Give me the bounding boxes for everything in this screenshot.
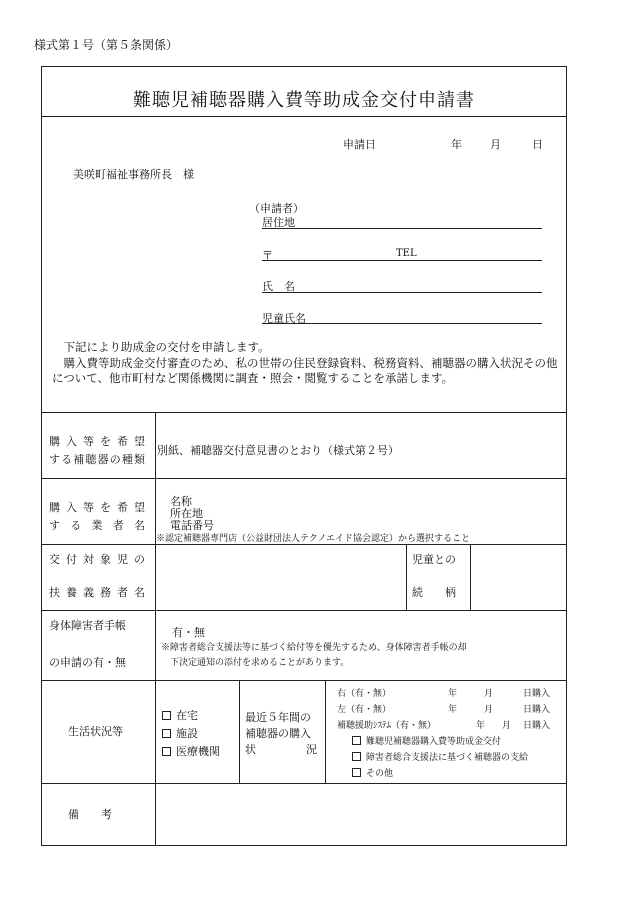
living-option-facility[interactable]: 施設	[162, 725, 198, 741]
guardian-label-1: 交付対象児の	[49, 553, 145, 566]
relation-field[interactable]	[472, 546, 565, 608]
checkbox[interactable]	[352, 768, 361, 777]
right-year: 年	[448, 689, 458, 699]
living-option-home[interactable]: 在宅	[162, 707, 198, 723]
tel-label: TEL	[396, 248, 417, 259]
disability-value[interactable]: 有・無	[172, 626, 205, 639]
recent-label-2: 補聴器の購入	[245, 727, 311, 740]
child-name-field[interactable]	[262, 323, 542, 324]
disability-label-2: の申請の有・無	[49, 656, 126, 669]
divider	[41, 478, 567, 479]
checkbox[interactable]	[162, 729, 171, 738]
guardian-label-2: 扶養義務者名	[49, 586, 145, 599]
left-day: 日購入	[523, 705, 551, 715]
system-year: 年	[476, 721, 486, 731]
disability-note-2: 下決定通知の添付を求めることがあります。	[170, 658, 350, 668]
check-item-support-act[interactable]: 障害者総合支援法に基づく補聴器の支給	[352, 750, 528, 763]
divider	[41, 610, 567, 611]
right-ear-label: 右（有・無）	[337, 689, 392, 699]
system-day: 日購入	[523, 721, 551, 731]
divider	[41, 680, 567, 681]
column-divider	[325, 680, 326, 783]
vendor-phone-label: 電話番号	[170, 519, 214, 532]
hearing-aid-type-label-1: 購入等を希望	[49, 435, 145, 448]
address-label: 居住地	[262, 216, 295, 229]
addressee: 美咲町福祉事務所長 様	[73, 168, 194, 181]
child-name-label: 児童氏名	[262, 312, 306, 325]
declaration-text	[52, 340, 560, 387]
column-divider	[406, 544, 407, 610]
living-option-medical[interactable]: 医療機関	[162, 743, 220, 759]
checkbox[interactable]	[352, 736, 361, 745]
checkbox[interactable]	[162, 747, 171, 756]
checkbox[interactable]	[162, 711, 171, 720]
vendor-name-label: 名称	[170, 495, 192, 508]
recent-label-3a: 状	[245, 743, 256, 756]
column-divider	[239, 680, 240, 783]
date-label: 申請日	[343, 138, 376, 151]
system-label: 補聴援助ｼｽﾃﾑ（有・無）	[337, 721, 437, 731]
left-month: 月	[484, 705, 494, 715]
hearing-aid-type-value: 別紙、補聴器交付意見書のとおり（様式第２号）	[157, 444, 399, 457]
checkbox[interactable]	[352, 752, 361, 761]
check-item-subsidy[interactable]: 難聴児補聴器購入費等助成金交付	[352, 734, 501, 747]
declaration-line1: 下記により助成金の交付を申請します。	[63, 340, 270, 354]
relation-label-2: 続 柄	[412, 586, 456, 599]
postal-mark: 〒	[262, 249, 273, 262]
form-number: 様式第１号（第５条関係）	[34, 38, 179, 52]
divider	[41, 783, 567, 784]
remarks-label: 備 考	[68, 808, 112, 821]
address-field[interactable]	[262, 228, 542, 229]
date-year-label: 年	[451, 138, 462, 151]
hearing-aid-type-label-2: する補聴器の種類	[49, 453, 145, 466]
living-label: 生活状況等	[68, 725, 123, 738]
divider	[41, 116, 567, 117]
recent-label-1: 最近５年間の	[245, 711, 311, 724]
left-ear-label: 左（有・無）	[337, 705, 392, 715]
date-day-label: 日	[532, 138, 543, 151]
system-month: 月	[502, 721, 512, 731]
vendor-label-2: する業者名	[49, 519, 145, 532]
declaration-line2: 購入費等助成金交付審査のため、私の世帯の住民登録資料、税務資料、補聴器の購入状況その他について、他市町村など関係機関に調査・照会・閲覧することを承諾します。	[52, 355, 558, 385]
name-field[interactable]	[262, 292, 542, 293]
applicant-label: （申請者）	[249, 202, 304, 215]
guardian-name-field[interactable]	[157, 546, 404, 608]
remarks-field[interactable]	[157, 785, 565, 844]
vendor-label-1: 購入等を希望	[49, 501, 145, 514]
divider	[41, 412, 567, 413]
vendor-location-label: 所在地	[170, 507, 203, 520]
right-day: 日購入	[523, 689, 551, 699]
date-month-label: 月	[490, 138, 501, 151]
recent-label-3b: 況	[306, 743, 317, 756]
vendor-note: ※認定補聴器専門店（公益財団法人テクノエイド協会認定）から選択すること	[156, 534, 471, 544]
column-divider	[470, 544, 471, 610]
page-title: 難聴児補聴器購入費等助成金交付申請書	[133, 90, 475, 111]
postal-tel-field[interactable]	[262, 260, 542, 261]
column-divider	[155, 412, 156, 846]
divider	[41, 544, 567, 545]
name-label: 氏 名	[262, 280, 295, 293]
left-year: 年	[448, 705, 458, 715]
disability-note-1: ※障害者総合支援法等に基づく給付等を優先するため、身体障害者手帳の却	[161, 643, 467, 653]
relation-label-1: 児童との	[412, 553, 456, 566]
disability-label-1: 身体障害者手帳	[49, 619, 126, 632]
right-month: 月	[484, 689, 494, 699]
check-item-other[interactable]: その他	[352, 766, 393, 779]
